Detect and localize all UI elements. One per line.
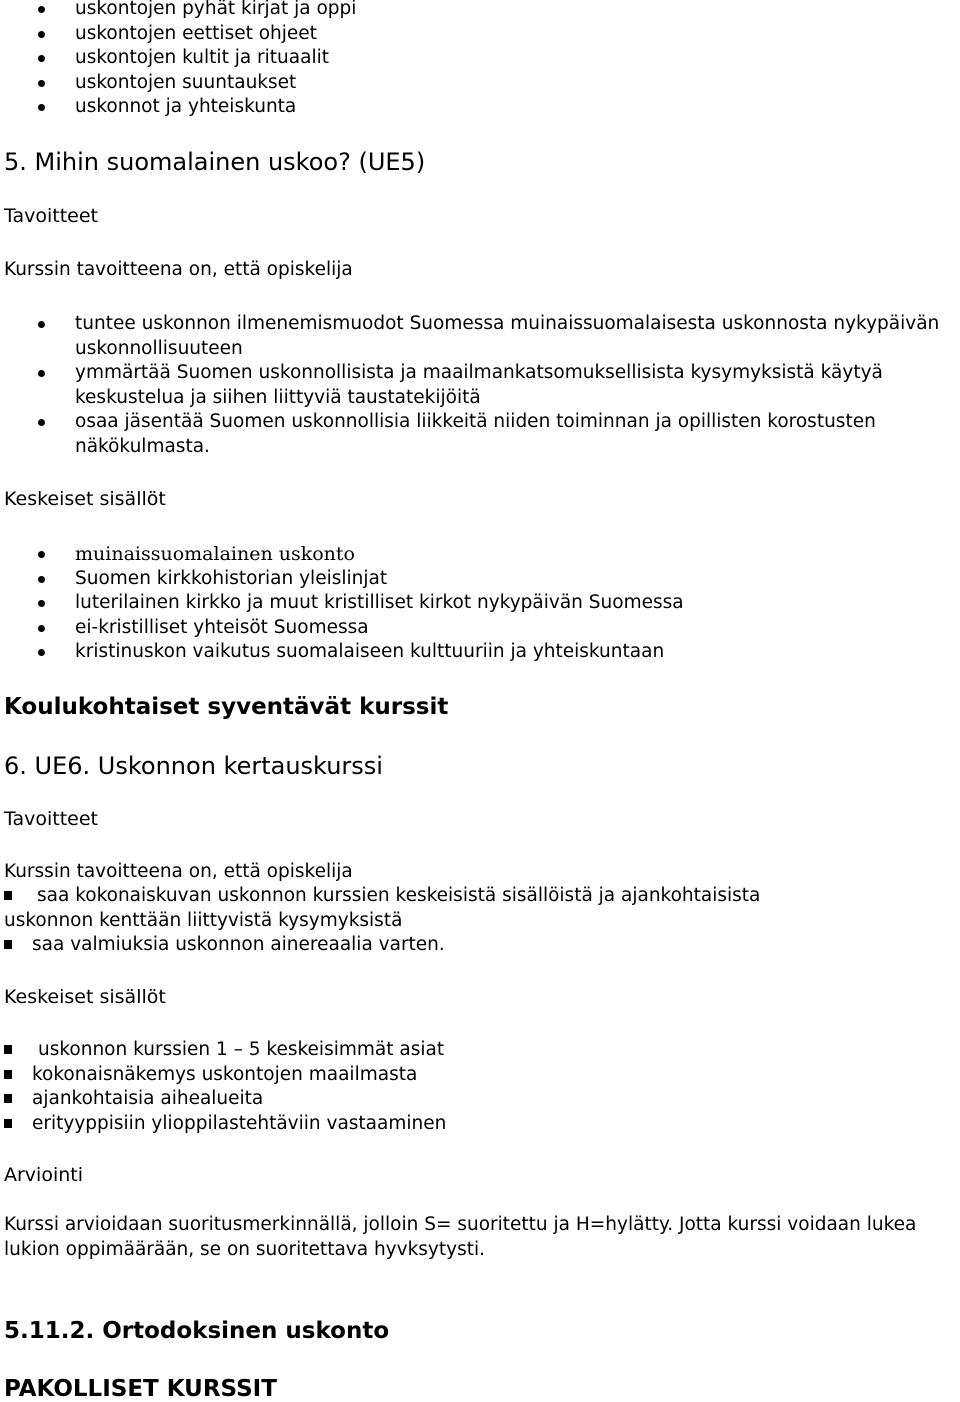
bullet-icon — [38, 104, 45, 111]
square-bullet-icon — [4, 1070, 12, 1079]
course6-assessment-heading: Arviointi — [4, 1164, 84, 1186]
course6-goals-intro: Kurssin tavoitteena on, että opiskelija — [4, 861, 353, 882]
list-item: ajankohtaisia aihealueita — [0, 1087, 960, 1112]
bullet-icon — [38, 370, 45, 377]
course6-contents-list — [0, 1038, 960, 1136]
square-bullet-icon — [4, 940, 12, 949]
bullet-icon — [38, 419, 45, 426]
list-item: saa valmiuksia uskonnon ainereaalia varten. — [0, 933, 960, 958]
bullet-icon — [38, 600, 45, 607]
course5-title: 5. Mihin suomalainen uskoo? (UE5) — [4, 148, 426, 176]
list-item: muinaissuomalainen uskonto — [0, 542, 960, 567]
section-heading: 5.11.2. Ortodoksinen uskonto — [4, 1318, 390, 1344]
course5-goals-heading: Tavoitteet — [4, 205, 98, 227]
list-item: uskontojen suuntaukset — [0, 71, 960, 96]
course6-goals-heading: Tavoitteet — [4, 808, 98, 830]
list-item: ymmärtää Suomen uskonnollisista ja maailmankatsomuksellisista kysymyksistä käytyä keskustelua ja siihen liittyviä taustatekijöitä — [0, 361, 960, 410]
religion-topics-list — [0, 0, 960, 120]
course6-assessment-text: Kurssi arvioidaan suoritusmerkinnällä, jolloin S= suoritettu ja H=hylätty. Jotta kurssi voidaan lukea lukion oppimäärään, se on suoritettava hyvksytysti. — [4, 1214, 917, 1260]
course5-contents-heading: Keskeiset sisällöt — [4, 488, 166, 510]
list-item: kokonaisnäkemys uskontojen maailmasta — [0, 1063, 960, 1088]
square-bullet-icon — [4, 1119, 12, 1128]
course6-contents-heading: Keskeiset sisällöt — [4, 986, 166, 1008]
bullet-icon — [38, 6, 45, 13]
bullet-icon — [38, 80, 45, 87]
list-item: saa kokonaiskuvan uskonnon kurssien keskeisistä sisällöistä ja ajankohtaisista — [0, 884, 960, 909]
list-item: Suomen kirkkohistorian yleislinjat — [0, 567, 960, 592]
list-item: uskontojen kultit ja rituaalit — [0, 46, 960, 71]
course5-goals-intro: Kurssin tavoitteena on, että opiskelija — [4, 259, 353, 280]
school-courses-heading: Koulukohtaiset syventävät kurssit — [4, 694, 449, 720]
course5-goals-list — [0, 312, 960, 459]
list-item: luterilainen kirkko ja muut kristilliset kirkot nykypäivän Suomessa — [0, 591, 960, 616]
bullet-icon — [38, 649, 45, 656]
square-bullet-icon — [4, 1045, 12, 1054]
list-item: uskontojen eettiset ohjeet — [0, 22, 960, 47]
course6-title: 6. UE6. Uskonnon kertauskurssi — [4, 752, 383, 780]
list-item: kristinuskon vaikutus suomalaiseen kulttuuriin ja yhteiskuntaan — [0, 640, 960, 665]
list-item: uskontojen pyhät kirjat ja oppi — [0, 0, 960, 22]
bullet-icon — [38, 55, 45, 62]
list-item: tuntee uskonnon ilmenemismuodot Suomessa muinaissuomalaisesta uskonnosta nykypäivän uskonnollisuuteen — [0, 312, 960, 361]
course6-goals-list-2 — [0, 933, 960, 958]
list-item: osaa jäsentää Suomen uskonnollisia liikkeitä niiden toiminnan ja opillisten korostusten näkökulmasta. — [0, 410, 960, 459]
list-item: uskonnot ja yhteiskunta — [0, 95, 960, 120]
course6-goals-list — [0, 884, 960, 909]
list-item: ei-kristilliset yhteisöt Suomessa — [0, 616, 960, 641]
bullet-icon — [38, 31, 45, 38]
bullet-icon — [38, 576, 45, 583]
list-item: erityyppisiin ylioppilastehtäviin vastaaminen — [0, 1112, 960, 1137]
bullet-icon — [38, 551, 45, 558]
square-bullet-icon — [4, 1094, 12, 1103]
list-item: uskonnon kurssien 1 – 5 keskeisimmät asiat — [0, 1038, 960, 1063]
bullet-icon — [38, 625, 45, 632]
course6-goal1-continuation: uskonnon kenttään liittyvistä kysymyksistä — [4, 910, 403, 931]
mandatory-courses-heading: PAKOLLISET KURSSIT — [4, 1376, 277, 1402]
course5-contents-list — [0, 542, 960, 665]
bullet-icon — [38, 321, 45, 328]
square-bullet-icon — [4, 891, 12, 900]
